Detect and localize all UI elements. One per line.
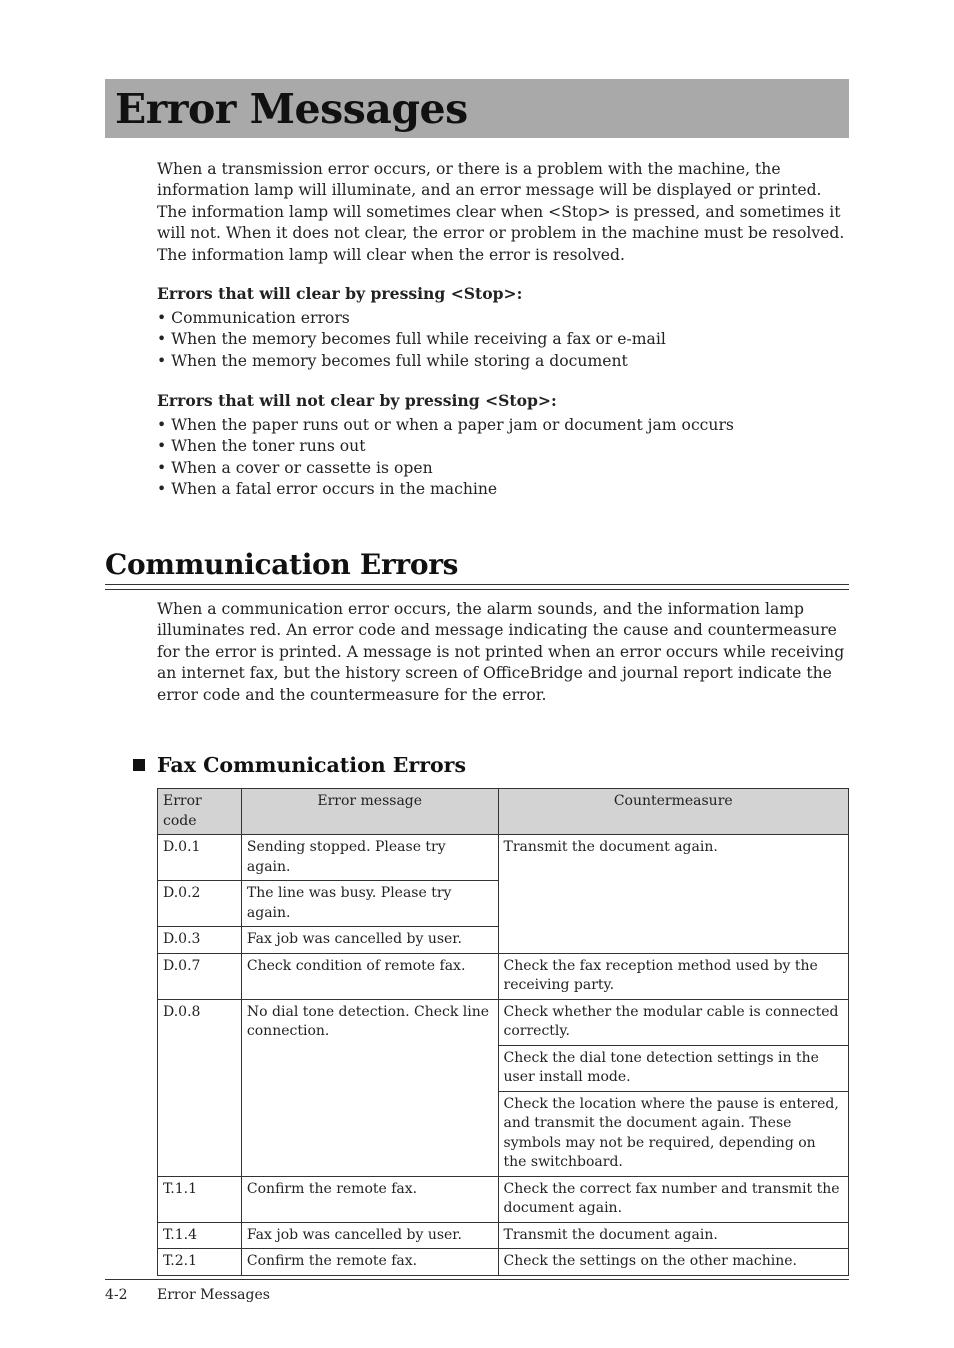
table-row [158, 999, 849, 1045]
error-message: No dial tone detection. Check line connection. [241, 999, 498, 1176]
communication-paragraph: When a communication error occurs, the alarm sounds, and the information lamp illuminates red. An error code and message indicating the cause and countermeasure for the error is printed. A message is not printed when an error occurs while receiving an internet fax, but the history screen of OfficeBridge and journal report indicate the error code and the countermeasure for the error. [157, 600, 845, 704]
table-header-row [158, 789, 849, 835]
section-rule-bottom [105, 589, 849, 590]
not-clear-errors-heading: Errors that will not clear by pressing <Stop>: [157, 391, 557, 410]
list-item: • When the memory becomes full while storing a document [157, 351, 666, 372]
intro-text [157, 159, 857, 266]
countermeasure: Transmit the document again. [498, 835, 848, 954]
communication-errors-heading [105, 546, 849, 584]
error-message: Check condition of remote fax. [241, 953, 498, 999]
square-bullet-icon [133, 759, 145, 771]
intro-paragraph-2: The information lamp will sometimes clear when <Stop> is pressed, and sometimes it will not. When it does not clear, the error or problem in the machine must be resolved. The information lamp will clear when the error is resolved. [157, 202, 845, 264]
fax-errors-table [157, 788, 849, 1276]
fax-communication-errors-heading [133, 753, 466, 777]
table-row [158, 1222, 849, 1249]
table-row [158, 835, 849, 881]
clear-errors-heading: Errors that will clear by pressing <Stop>: [157, 284, 523, 303]
error-message: Confirm the remote fax. [241, 1176, 498, 1222]
error-code: T.1.4 [158, 1222, 242, 1249]
section-rule-top [105, 584, 849, 585]
footer-rule [105, 1279, 849, 1280]
countermeasure: Transmit the document again. [498, 1222, 848, 1249]
countermeasure: Check whether the modular cable is connected correctly. [498, 999, 848, 1045]
countermeasure: Check the settings on the other machine. [498, 1249, 848, 1276]
page-number: 4-2 [105, 1287, 128, 1303]
error-code: D.0.2 [158, 881, 242, 927]
error-code: D.0.7 [158, 953, 242, 999]
not-clear-errors-list [157, 415, 734, 501]
table-row [158, 1249, 849, 1276]
error-code: T.2.1 [158, 1249, 242, 1276]
countermeasure: Check the fax reception method used by the receiving party. [498, 953, 848, 999]
section-title: Communication Errors [105, 548, 459, 581]
error-message: Fax job was cancelled by user. [241, 1222, 498, 1249]
communication-errors-text [157, 599, 849, 706]
column-header: Error code [158, 789, 242, 835]
error-code: D.0.8 [158, 999, 242, 1176]
error-code: D.0.1 [158, 835, 242, 881]
table-row [158, 1176, 849, 1222]
column-header: Countermeasure [498, 789, 848, 835]
error-message: Fax job was cancelled by user. [241, 927, 498, 954]
countermeasure: Check the location where the pause is entered, and transmit the document again. These symbols may not be required, depending on the switchboard. [498, 1091, 848, 1176]
page-title-bar [105, 79, 849, 138]
countermeasure: Check the correct fax number and transmit the document again. [498, 1176, 848, 1222]
list-item: • Communication errors [157, 308, 666, 329]
table-row [158, 953, 849, 999]
error-code: T.1.1 [158, 1176, 242, 1222]
column-header: Error message [241, 789, 498, 835]
error-message: The line was busy. Please try again. [241, 881, 498, 927]
list-item: • When the memory becomes full while receiving a fax or e-mail [157, 329, 666, 350]
list-item: • When the toner runs out [157, 436, 734, 457]
list-item: • When a cover or cassette is open [157, 458, 734, 479]
countermeasure: Check the dial tone detection settings in the user install mode. [498, 1045, 848, 1091]
intro-paragraph-1: When a transmission error occurs, or there is a problem with the machine, the information lamp will illuminate, and an error message will be displayed or printed. [157, 160, 822, 200]
clear-errors-list [157, 308, 666, 372]
subsection-title: Fax Communication Errors [157, 753, 467, 777]
page-title: Error Messages [115, 85, 468, 133]
error-code: D.0.3 [158, 927, 242, 954]
error-message: Confirm the remote fax. [241, 1249, 498, 1276]
error-message: Sending stopped. Please try again. [241, 835, 498, 881]
footer-section-title: Error Messages [157, 1287, 270, 1303]
list-item: • When the paper runs out or when a paper jam or document jam occurs [157, 415, 734, 436]
list-item: • When a fatal error occurs in the machine [157, 479, 734, 500]
